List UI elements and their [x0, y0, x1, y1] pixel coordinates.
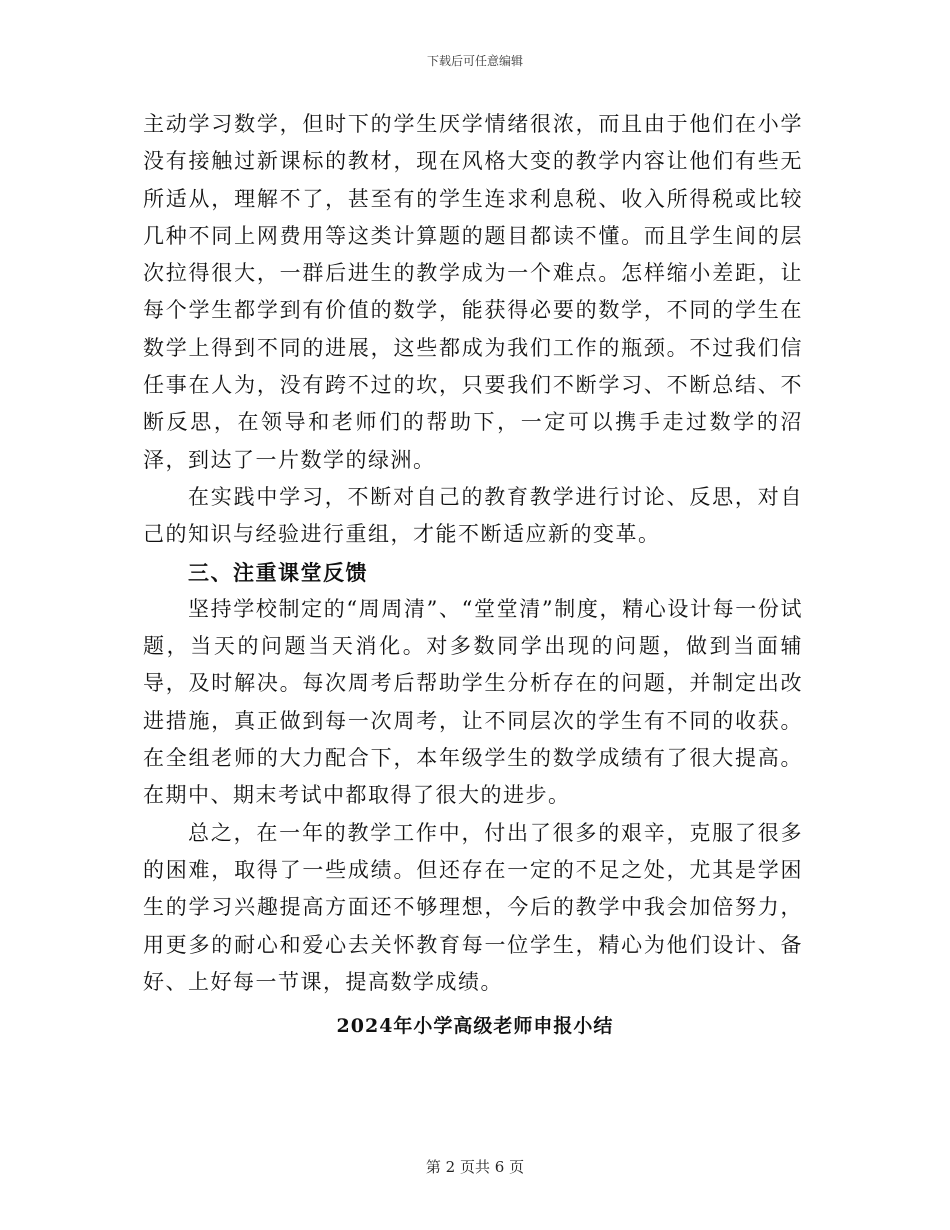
next-document-title: 2024年小学高级老师申报小结 [336, 1015, 614, 1037]
page-header: 下载后可任意编辑 [426, 54, 523, 68]
section-heading-3: 三、注重课堂反馈 [188, 559, 368, 585]
document-body [143, 106, 803, 1001]
page-footer: 第 2 页共 6 页 [425, 1158, 525, 1176]
paragraph-continued: 主动学习数学，但时下的学生厌学情绪很浓，而且由于他们在小学没有接触过新课标的教材，现在风格大变的教学内容让他们有些无所适从，理解不了，甚至有的学生连求利息税、收入所得税或比较几种不同上网费用等这类计算题的题目都读不懂。而且学生间的层次拉得很大，一群后进生的教学成为一个难点。怎样缩小差距，让每个学生都学到有价值的数学，能获得必要的数学，不同的学生在数学上得到不同的进展，这些都成为我们工作的瓶颈。不过我们信任事在人为，没有跨不过的坎，只要我们不断学习、不断总结、不断反思，在领导和老师们的帮助下，一定可以携手走过数学的沼泽，到达了一片数学的绿洲。 [143, 112, 803, 472]
paragraph-practice: 在实践中学习，不断对自己的教育教学进行讨论、反思，对自己的知识与经验进行重组，才能不断适应新的变革。 [143, 484, 803, 547]
paragraph-feedback: 坚持学校制定的“周周清”、“堂堂清”制度，精心设计每一份试题，当天的问题当天消化。对多数同学出现的问题，做到当面辅导，及时解决。每次周考后帮助学生分析存在的问题，并制定出改进措施，真正做到每一次周考，让不同层次的学生有不同的收获。在全组老师的大力配合下，本年级学生的数学成绩有了很大提高。在期中、期末考试中都取得了很大的进步。 [143, 596, 803, 808]
paragraph-summary: 总之，在一年的教学工作中，付出了很多的艰辛，克服了很多的困难，取得了一些成绩。但还存在一定的不足之处，尤其是学困生的学习兴趣提高方面还不够理想，今后的教学中我会加倍努力，用更多的耐心和爱心去关怀教育每一位学生，精心为他们设计、备好、上好每一节课，提高数学成绩。 [143, 820, 803, 994]
